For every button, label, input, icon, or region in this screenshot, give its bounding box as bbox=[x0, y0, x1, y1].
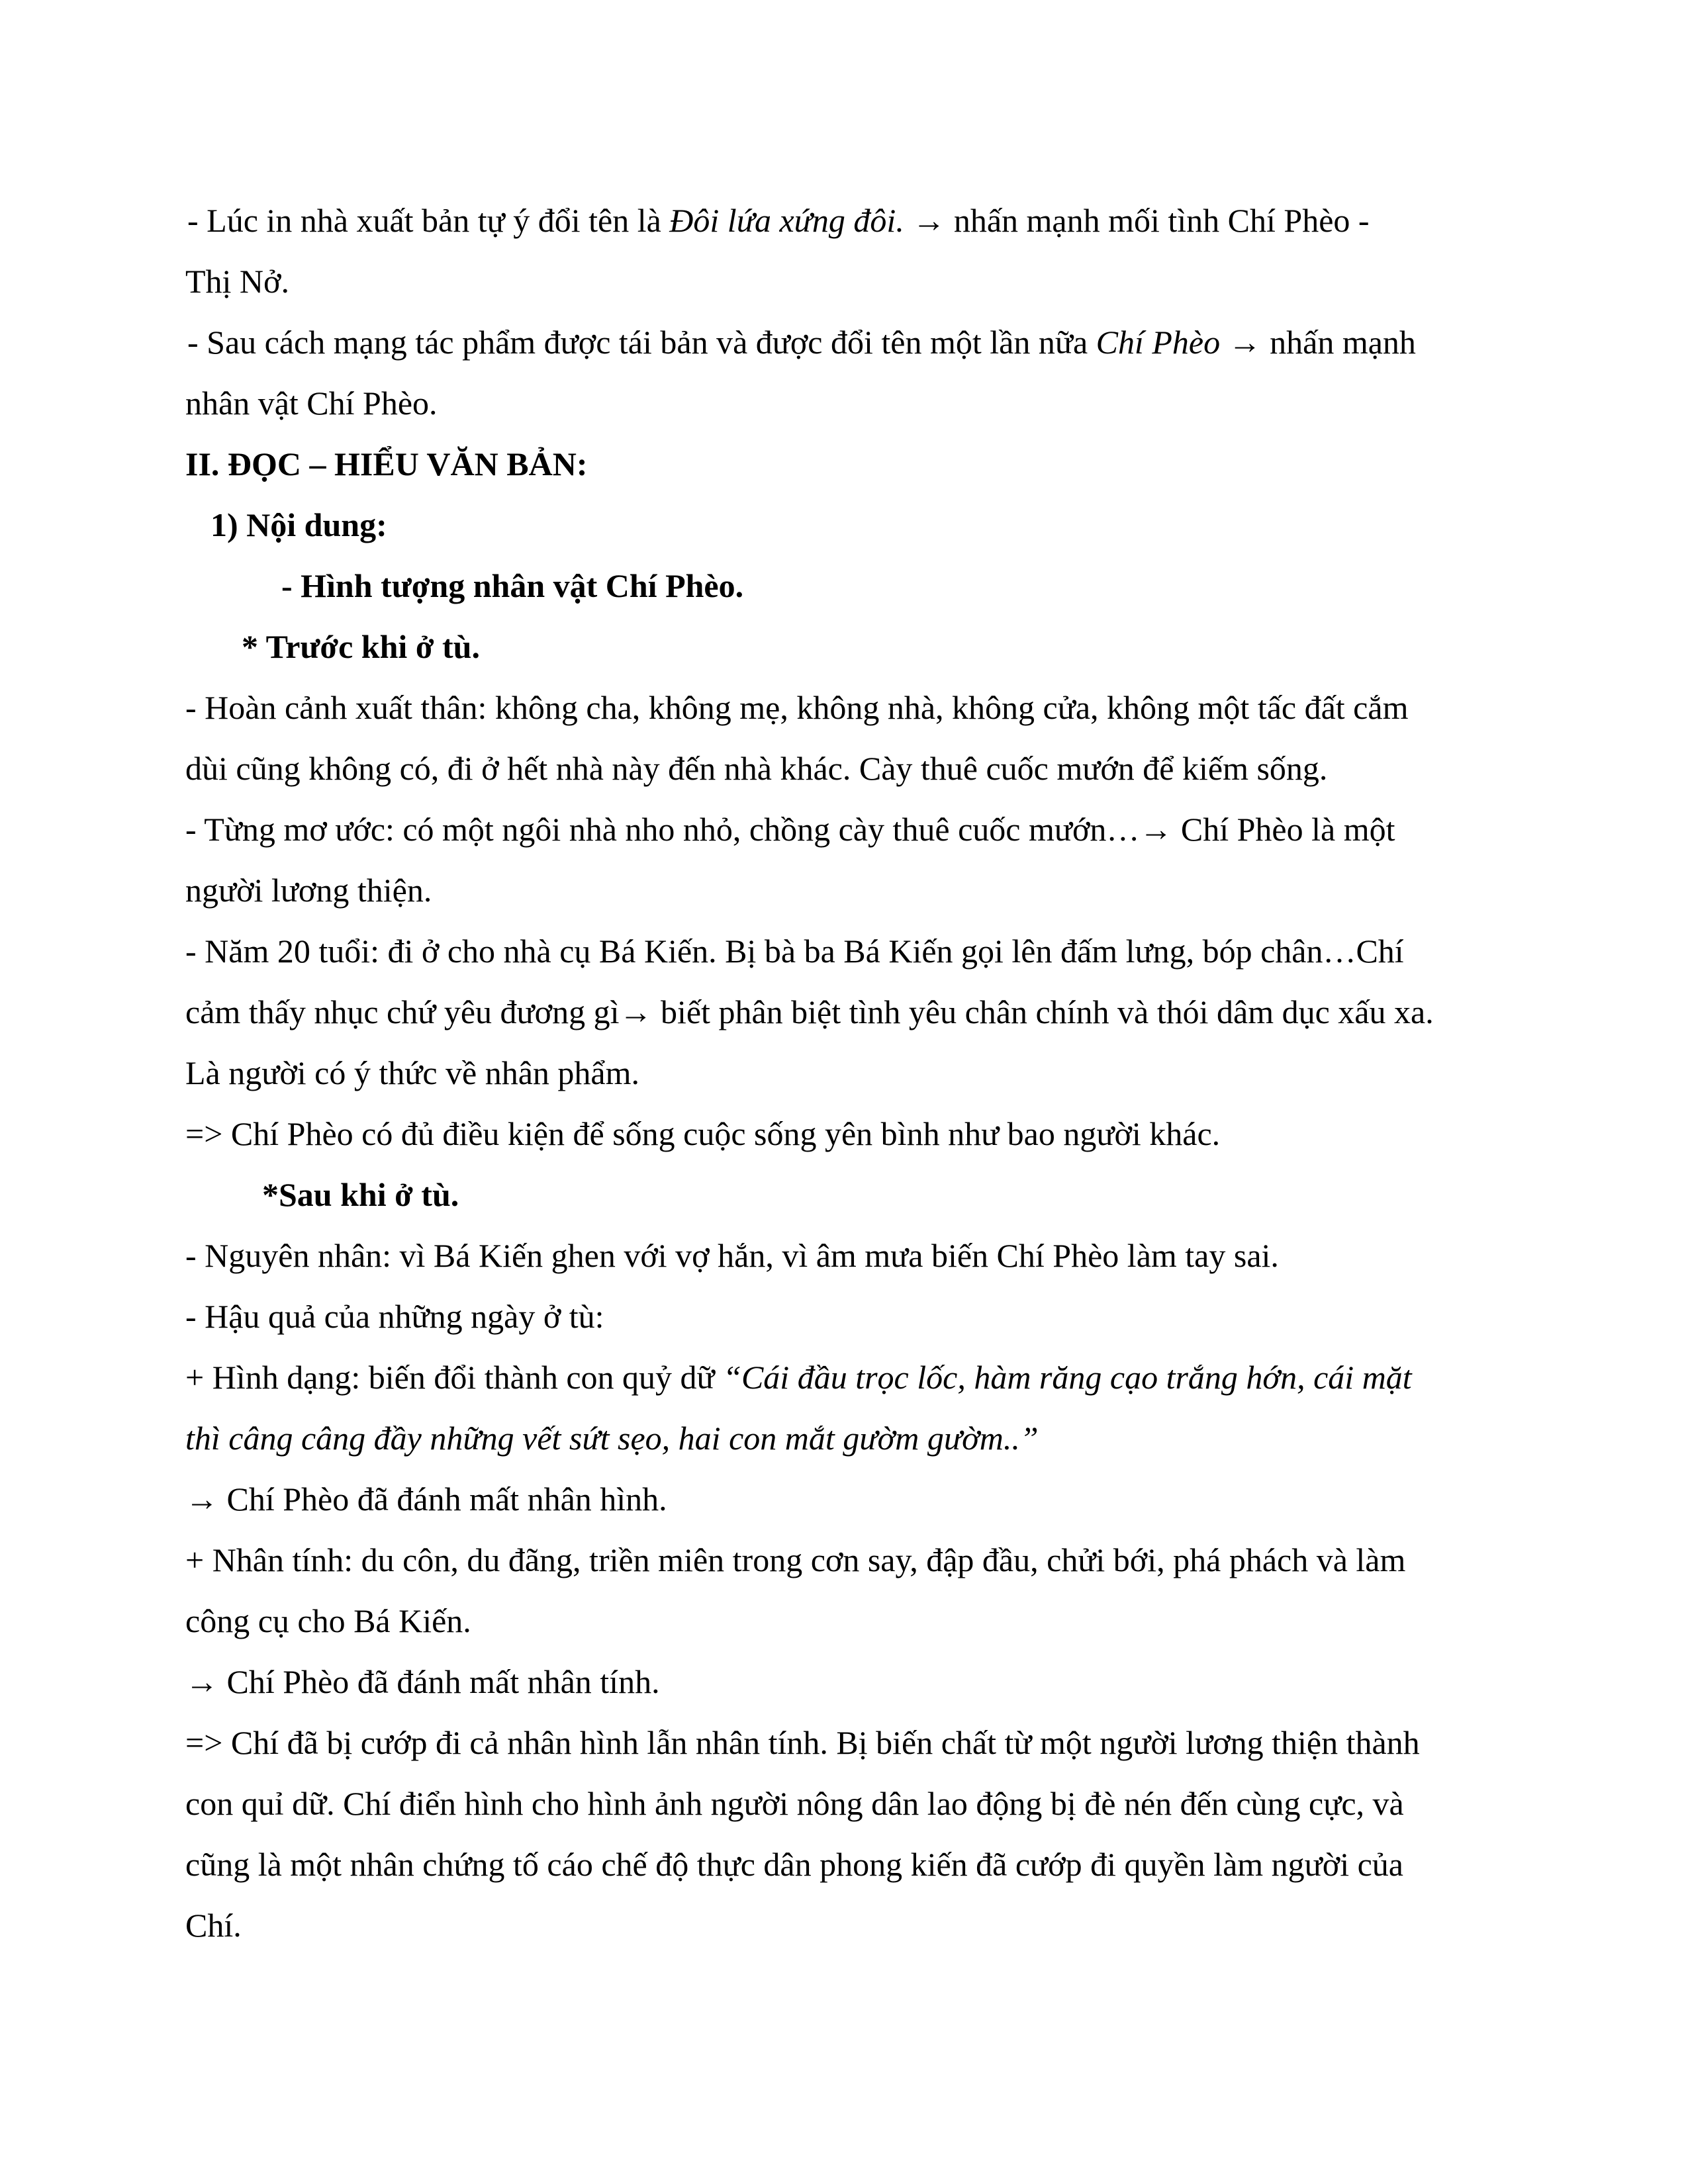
text-line: công cụ cho Bá Kiến. bbox=[185, 1602, 471, 1639]
italic-title: Đôi lứa xứng đôi. bbox=[669, 202, 904, 239]
text-line: → Chí Phèo đã đánh mất nhân hình. bbox=[185, 1480, 667, 1518]
subsection-heading: - Hình tượng nhân vật Chí Phèo. bbox=[281, 567, 744, 604]
text-line: => Chí Phèo có đủ điều kiện để sống cuộc sống yên bình như bao người khác. bbox=[185, 1115, 1221, 1152]
text-line: - Hậu quả của những ngày ở tù: bbox=[185, 1298, 604, 1335]
text-line: cảm thấy nhục chứ yêu đương gì→ biết phân biệt tình yêu chân chính và thói dâm dục xấu xa. bbox=[185, 993, 1434, 1030]
text-line: - Năm 20 tuổi: đi ở cho nhà cụ Bá Kiến. Bị bà ba Bá Kiến gọi lên đấm lưng, bóp chân…Chí bbox=[185, 933, 1404, 970]
text-line: cũng là một nhân chứng tố cáo chế độ thực dân phong kiến đã cướp đi quyền làm người của bbox=[185, 1846, 1403, 1883]
text-line: người lương thiện. bbox=[185, 872, 432, 909]
text-line: - Từng mơ ước: có một ngôi nhà nho nhỏ, chồng cày thuê cuốc mướn…→ Chí Phèo là một bbox=[185, 811, 1395, 848]
subsection-heading: 1) Nội dung: bbox=[211, 506, 387, 543]
text-line: - Nguyên nhân: vì Bá Kiến ghen với vợ hắn, vì âm mưa biến Chí Phèo làm tay sai. bbox=[185, 1237, 1279, 1274]
text-line: dùi cũng không có, đi ở hết nhà này đến nhà khác. Cày thuê cuốc mướn để kiếm sống. bbox=[185, 750, 1328, 787]
text-line: Thị Nở. bbox=[185, 263, 289, 300]
text-line: - Lúc in nhà xuất bản tự ý đổi tên là Đôi lứa xứng đôi. → nhấn mạnh mối tình Chí Phèo - bbox=[187, 202, 1370, 239]
text-line: + Hình dạng: biến đổi thành con quỷ dữ “Cái đầu trọc lốc, hàm răng cạo trắng hớn, cái mặt bbox=[185, 1359, 1412, 1396]
text-line: → Chí Phèo đã đánh mất nhân tính. bbox=[185, 1663, 660, 1700]
subsection-heading: * Trước khi ở tù. bbox=[242, 628, 480, 665]
quote: thì câng câng đầy những vết sứt sẹo, hai con mắt gườm gườm..” bbox=[185, 1420, 1039, 1457]
text-line: + Nhân tính: du côn, du đãng, triền miên trong cơn say, đập đầu, chửi bới, phá phách và làm bbox=[185, 1541, 1406, 1578]
subsection-heading: *Sau khi ở tù. bbox=[262, 1176, 459, 1213]
text-line: - Hoàn cảnh xuất thân: không cha, không mẹ, không nhà, không cửa, không một tấc đất cắm bbox=[185, 689, 1409, 726]
text-line: Là người có ý thức về nhân phẩm. bbox=[185, 1054, 640, 1091]
section-heading: II. ĐỌC – HIỂU VĂN BẢN: bbox=[185, 445, 588, 482]
quote: “Cái đầu trọc lốc, hàm răng cạo trắng hớn, cái mặt bbox=[723, 1359, 1412, 1396]
text-line: - Sau cách mạng tác phẩm được tái bản và được đổi tên một lần nữa Chí Phèo → nhấn mạnh bbox=[187, 324, 1416, 361]
text-line: => Chí đã bị cướp đi cả nhân hình lẫn nhân tính. Bị biến chất từ một người lương thiện thành bbox=[185, 1724, 1420, 1761]
text-line: nhân vật Chí Phèo. bbox=[185, 385, 438, 422]
text-line: Chí. bbox=[185, 1907, 242, 1944]
text-line: con quỉ dữ. Chí điển hình cho hình ảnh người nông dân lao động bị đè nén đến cùng cực, và bbox=[185, 1785, 1404, 1822]
italic-title: Chí Phèo bbox=[1096, 324, 1221, 361]
